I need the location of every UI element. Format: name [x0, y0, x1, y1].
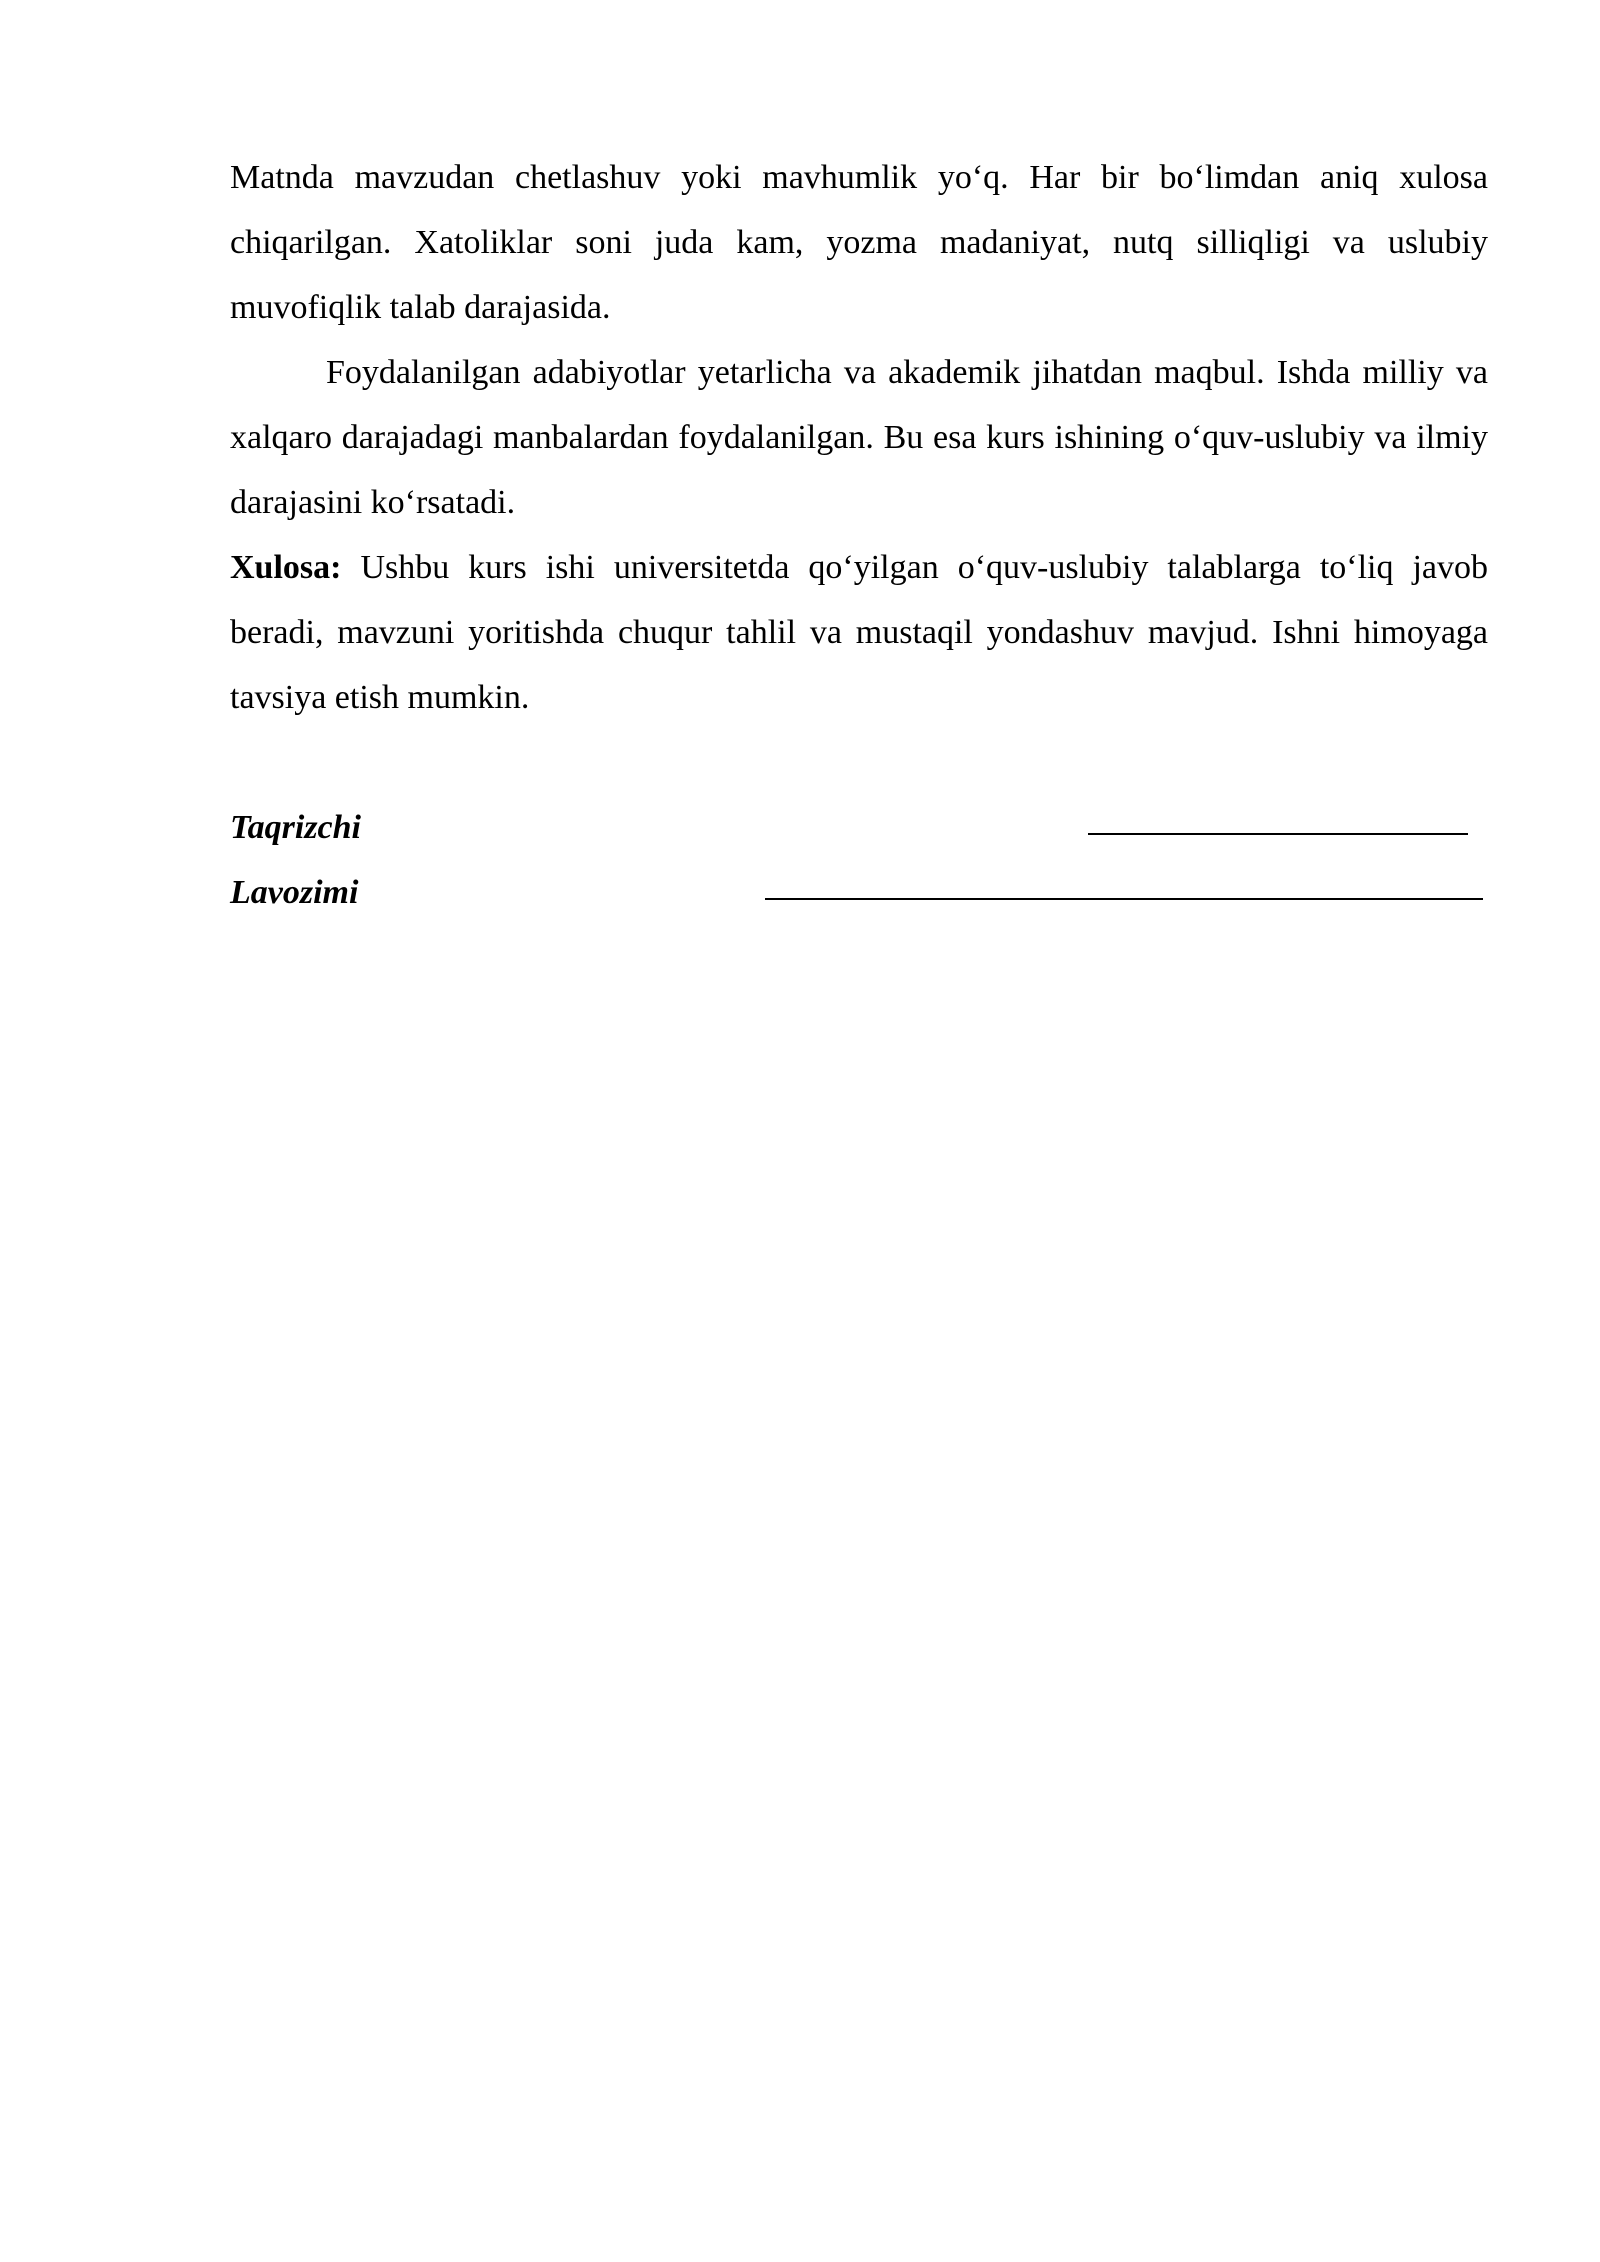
signature-reviewer-row — [230, 795, 1488, 860]
paragraph-conclusion — [230, 535, 1488, 730]
conclusion-label: Xulosa: — [230, 549, 342, 586]
document-body — [230, 145, 1488, 925]
reviewer-signature-blank — [1088, 833, 1468, 835]
conclusion-text: Ushbu kurs ishi universitetda qo‘yilgan o‘quv-uslubiy talablarga to‘liq javob beradi, mavzuni yoritishda chuqur tahlil va mustaqil yondashuv mavjud. Ishni himoyaga tavsiya etish mumkin. — [230, 549, 1488, 716]
reviewer-label: Taqrizchi — [230, 809, 362, 846]
position-label: Lavozimi — [230, 874, 359, 911]
position-signature-blank — [765, 898, 1483, 900]
paragraph-references: Foydalanilgan adabiyotlar yetarlicha va akademik jihatdan maqbul. Ishda milliy va xalqaro darajadagi manbalardan foydalanilgan. Bu esa kurs ishining o‘quv-uslubiy va ilmiy darajasini ko‘rsatadi. — [230, 354, 1488, 521]
paragraph-text-quality: Matnda mavzudan chetlashuv yoki mavhumlik yo‘q. Har bir bo‘limdan aniq xulosa chiqarilgan. Xatoliklar soni juda kam, yozma madaniyat, nutq silliqligi va uslubiy muvofiqlik talab darajasida. — [230, 159, 1488, 326]
signature-position-row — [230, 860, 1488, 925]
